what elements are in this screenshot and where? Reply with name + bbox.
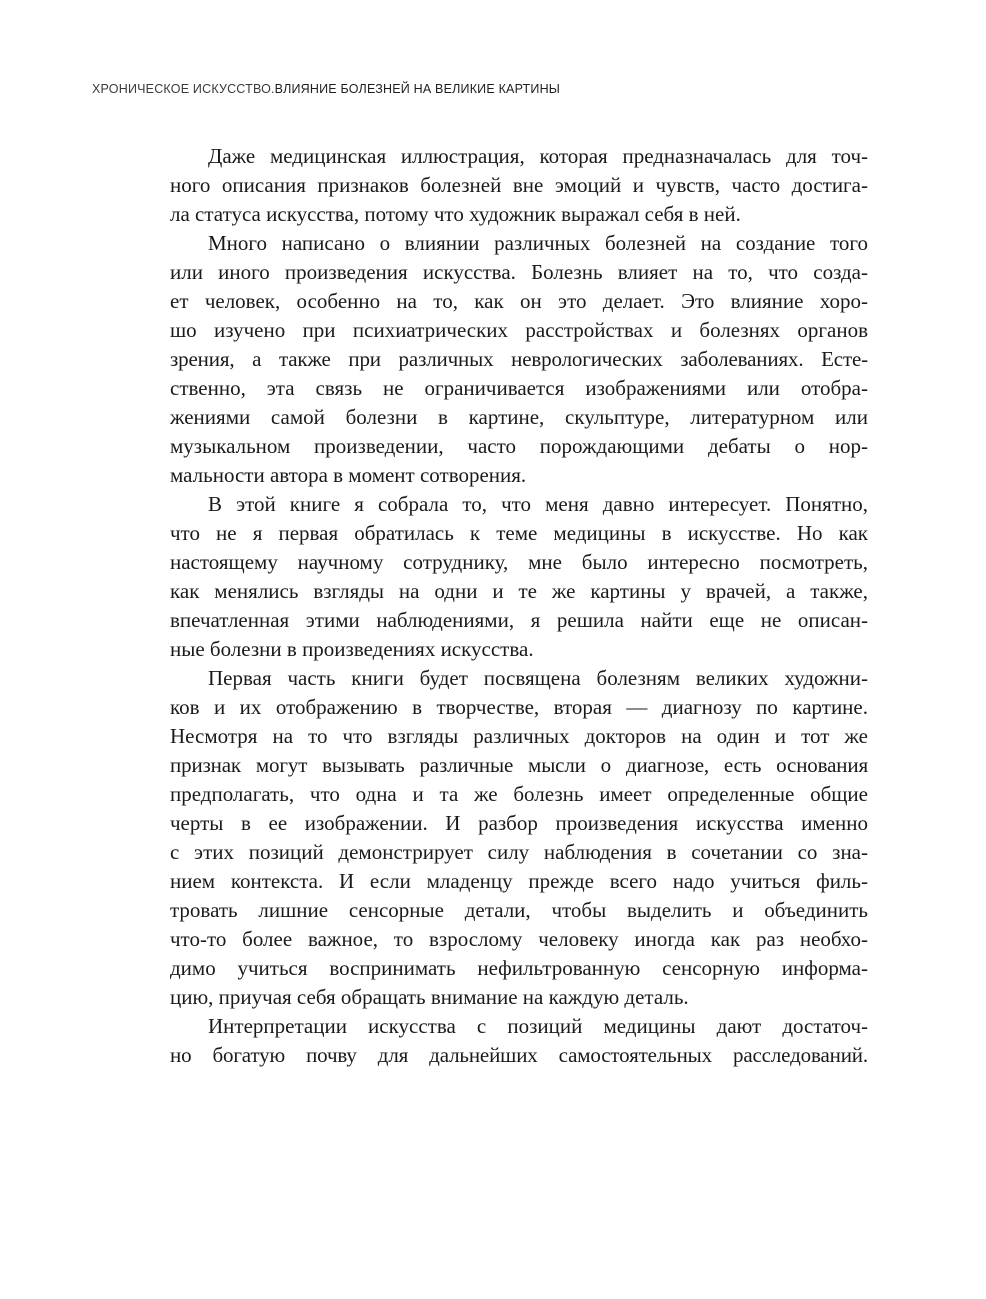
- text-line: шо изучено при психиатрических расстройствах и болезнях органов: [170, 318, 868, 342]
- text-line: Много написано о влиянии различных болезней на создание того: [208, 231, 868, 255]
- text-line: Интерпретации искусства с позиций медицины дают достаточ-: [208, 1014, 868, 1038]
- text-line: с этих позиций демонстрирует силу наблюдения в сочетании со зна-: [170, 840, 868, 864]
- text-line: предполагать, что одна и та же болезнь имеет определенные общие: [170, 782, 868, 806]
- text-line: ные болезни в произведениях искусства.: [170, 637, 534, 661]
- text-line: что не я первая обратилась к теме медицины в искусстве. Но как: [170, 521, 868, 545]
- running-head-subtitle: ВЛИЯНИЕ БОЛЕЗНЕЙ НА ВЕЛИКИЕ КАРТИНЫ: [274, 82, 561, 96]
- text-line: впечатленная этими наблюдениями, я решила найти еще не описан-: [170, 608, 868, 632]
- body-text: [170, 142, 868, 1070]
- text-line: признак могут вызывать различные мысли о диагнозе, есть основания: [170, 753, 868, 777]
- text-line: или иного произведения искусства. Болезнь влияет на то, что созда-: [170, 260, 868, 284]
- paragraph: [170, 490, 868, 664]
- text-line: ла статуса искусства, потому что художник выражал себя в ней.: [170, 202, 741, 226]
- text-line: ственно, эта связь не ограничивается изображениями или отобра-: [170, 376, 868, 400]
- text-line: как менялись взгляды на одни и те же картины у врачей, а также,: [170, 579, 868, 603]
- text-line: цию, приучая себя обращать внимание на каждую деталь.: [170, 985, 689, 1009]
- paragraph: [170, 1012, 868, 1070]
- running-head: [92, 82, 560, 96]
- text-line: Несмотря на то что взгляды различных докторов на один и тот же: [170, 724, 868, 748]
- paragraph: [170, 142, 868, 229]
- text-line: жениями самой болезни в картине, скульптуре, литературном или: [170, 405, 868, 429]
- text-line: черты в ее изображении. И разбор произведения искусства именно: [170, 811, 868, 835]
- text-line: что-то более важное, то взрослому человеку иногда как раз необхо-: [170, 927, 868, 951]
- text-line: Даже медицинская иллюстрация, которая предназначалась для точ-: [208, 144, 868, 168]
- text-line: мальности автора в момент сотворения.: [170, 463, 527, 487]
- text-line: зрения, а также при различных неврологических заболеваниях. Есте-: [170, 347, 868, 371]
- paragraph: [170, 229, 868, 490]
- text-line: Первая часть книги будет посвящена болезням великих художни-: [208, 666, 868, 690]
- text-line: настоящему научному сотруднику, мне было интересно посмотреть,: [170, 550, 868, 574]
- running-head-book-title: ХРОНИЧЕСКОЕ ИСКУССТВО.: [92, 82, 275, 96]
- text-line: нием контекста. И если младенцу прежде всего надо учиться филь-: [170, 869, 868, 893]
- text-line: тровать лишние сенсорные детали, чтобы выделить и объединить: [170, 898, 868, 922]
- text-line: ного описания признаков болезней вне эмоций и чувств, часто достига-: [170, 173, 868, 197]
- text-line: но богатую почву для дальнейших самостоятельных расследований.: [170, 1043, 868, 1067]
- paragraph: [170, 664, 868, 1012]
- text-line: димо учиться воспринимать нефильтрованную сенсорную информа-: [170, 956, 868, 980]
- text-line: ет человек, особенно на то, как он это делает. Это влияние хоро-: [170, 289, 868, 313]
- text-line: музыкальном произведении, часто порождающими дебаты о нор-: [170, 434, 868, 458]
- text-line: В этой книге я собрала то, что меня давно интересует. Понятно,: [208, 492, 868, 516]
- text-line: ков и их отображению в творчестве, вторая — диагнозу по картине.: [170, 695, 868, 719]
